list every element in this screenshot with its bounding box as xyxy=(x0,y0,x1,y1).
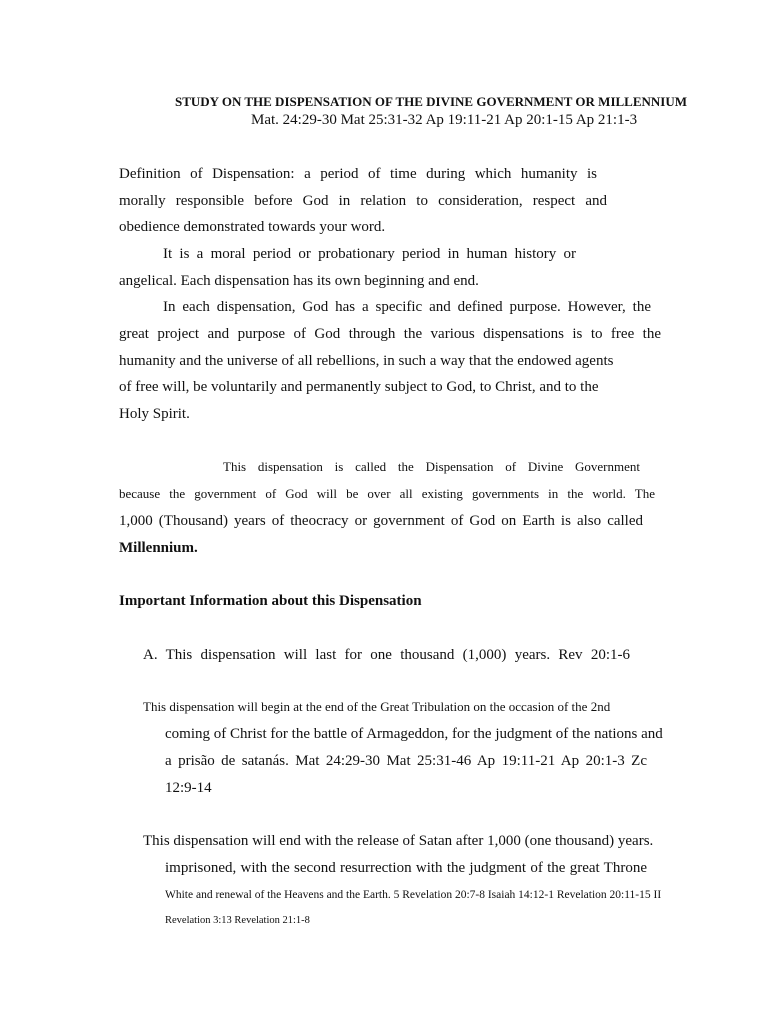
text-line: humanity and the universe of all rebellions, in such a way that the endowed agents xyxy=(119,353,614,369)
text-line: It is a moral period or probationary period in human history or xyxy=(163,246,576,262)
document-title: STUDY ON THE DISPENSATION OF THE DIVINE GOVERNMENT OR MILLENNIUM xyxy=(175,94,688,109)
text-line: morally responsible before God in relation to consideration, respect and xyxy=(119,193,607,209)
text-line: a prisão de satanás. Mat 24:29-30 Mat 25:31-46 Ap 19:11-21 Ap 20:1-3 Zc xyxy=(165,753,647,769)
text-line: Revelation 3:13 Revelation 21:1-8 xyxy=(165,915,310,926)
text-line: 1,000 (Thousand) years of theocracy or government of God on Earth is also called xyxy=(119,513,643,529)
text-line: great project and purpose of God through the various dispensations is to free the xyxy=(119,326,661,342)
text-line: Holy Spirit. xyxy=(119,406,190,422)
section-heading: Important Information about this Dispensation xyxy=(119,593,422,609)
text-line: angelical. Each dispensation has its own beginning and end. xyxy=(119,273,479,289)
text-line: coming of Christ for the battle of Armageddon, for the judgment of the nations and xyxy=(165,726,663,742)
text-line: of free will, be voluntarily and permanently subject to God, to Christ, and to the xyxy=(119,379,599,395)
text-line: obedience demonstrated towards your word. xyxy=(119,219,386,235)
text-line: This dispensation will end with the release of Satan after 1,000 (one thousand) years. xyxy=(143,833,654,849)
text-line: because the government of God will be over all existing governments in the world. The xyxy=(119,486,655,501)
text-line: White and renewal of the Heavens and the Earth. 5 Revelation 20:7-8 Isaiah 14:12-1 Revelation 20:11-15 II xyxy=(165,889,662,901)
text-line: imprisoned, with the second resurrection with the judgment of the great Throne xyxy=(165,860,647,876)
text-line: 12:9-14 xyxy=(165,780,212,796)
list-item-a: A. This dispensation will last for one thousand (1,000) years. Rev 20:1-6 xyxy=(143,647,630,663)
text-line: In each dispensation, God has a specific and defined purpose. However, the xyxy=(163,299,651,315)
text-line: Definition of Dispensation: a period of time during which humanity is xyxy=(119,166,597,182)
scripture-references: Mat. 24:29-30 Mat 25:31-32 Ap 19:11-21 Ap 20:1-15 Ap 21:1-3 xyxy=(251,112,638,128)
millennium-term: Millennium. xyxy=(119,540,198,556)
text-line: This dispensation will begin at the end of the Great Tribulation on the occasion of the 2nd xyxy=(143,699,611,714)
text-line: This dispensation is called the Dispensation of Divine Government xyxy=(223,459,640,474)
